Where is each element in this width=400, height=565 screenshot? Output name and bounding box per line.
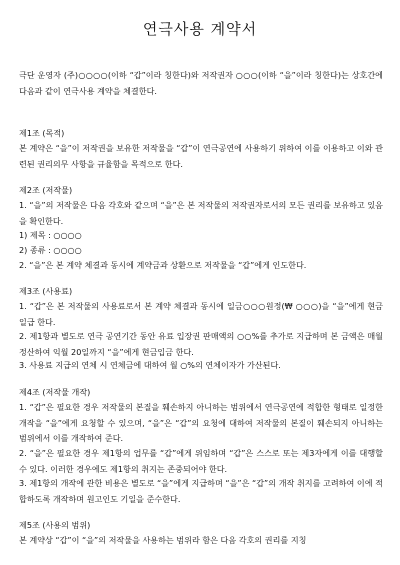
article-2-clause-1: 1. “을”의 저작물은 다음 각호와 같으며 “을”은 본 저작물의 저작권자로서의 모든 권리를 보유하고 있음을 확인한다. bbox=[19, 200, 383, 226]
article-4-clause-3: 3. 제1항의 개작에 관한 비용은 별도로 “을”에게 지급하며 “을”은 “갑”의 개작 취지를 고려하여 이에 적합하도록 개작하며 원고인도 기일을 준수한다. bbox=[19, 478, 383, 504]
article-3-heading: 제3조 (사용료) bbox=[19, 286, 73, 296]
article-3-clause-3: 3. 사용료 지급의 연체 시 연체금에 대하여 월 ○%의 연체이자가 가산된다. bbox=[19, 360, 281, 370]
intro-paragraph: 극단 운영자 (주)○○○○(이하 “갑”이라 칭한다)와 저작권자 ○○○(이하 “을”이라 칭한다)는 상호간에 다음과 같이 연극사용 계약을 체결한다. bbox=[19, 70, 383, 96]
article-1-heading: 제1조 (목적) bbox=[19, 128, 65, 138]
article-5-body: 본 계약상 “갑”이 “을”의 저작물을 사용하는 범위라 함은 다음 각호의 권리를 지칭 bbox=[19, 535, 307, 545]
article-2-clause-2: 2. “을”은 본 계약 체결과 동시에 계약금과 상환으로 저작물을 “갑”에게 인도한다. bbox=[19, 260, 307, 270]
article-3-clause-2: 2. 제1항과 별도로 연극 공연기간 동안 유료 입장권 판매액의 ○○%를 추가로 지급하며 본 금액은 매월 정산하여 익월 20일까지 “을”에게 현금입금 한다. bbox=[19, 331, 383, 357]
article-4-clause-2: 2. “을”은 필요한 경우 제1항의 업무를 “갑”에게 위임하며 “갑”은 스스로 또는 제3자에게 이를 대행할 수 있다. 이러한 경우에도 제1항의 취지는 존중되어야 한다. bbox=[19, 448, 383, 474]
document-title: 연극사용 계약서 bbox=[142, 20, 258, 38]
article-2-heading: 제2조 (저작물) bbox=[19, 185, 73, 195]
article-4-clause-1: 1. “갑”은 필요한 경우 저작물의 본질을 훼손하지 아니하는 범위에서 연극공연에 적합한 형태로 일정한 개작을 “을”에게 요청할 수 있으며, “을”은 “갑”의 요청에 대하여 저작물의 본질이 훼손되지 아니하는 범위에서 이를 개작하여 준다. bbox=[19, 402, 383, 443]
article-2-item-type: 2) 종류 : ○○○○ bbox=[19, 245, 82, 255]
article-4-heading: 제4조 (저작물 개작) bbox=[19, 387, 91, 397]
article-1-body: 본 계약은 “을”이 저작권을 보유한 저작물을 “갑”이 연극공연에 사용하기 위하여 이를 이용하고 이와 관련된 권리의무 사항을 규율함을 목적으로 한다. bbox=[19, 143, 383, 169]
article-5-heading: 제5조 (사용의 범위) bbox=[19, 520, 91, 530]
article-2-item-title: 1) 제목 : ○○○○ bbox=[19, 230, 82, 240]
article-3-clause-1: 1. “갑”은 본 저작물의 사용료로서 본 계약 체결과 동시에 일금○○○원정(₩ ○○○)을 “을”에게 현금 일급 한다. bbox=[19, 301, 383, 327]
